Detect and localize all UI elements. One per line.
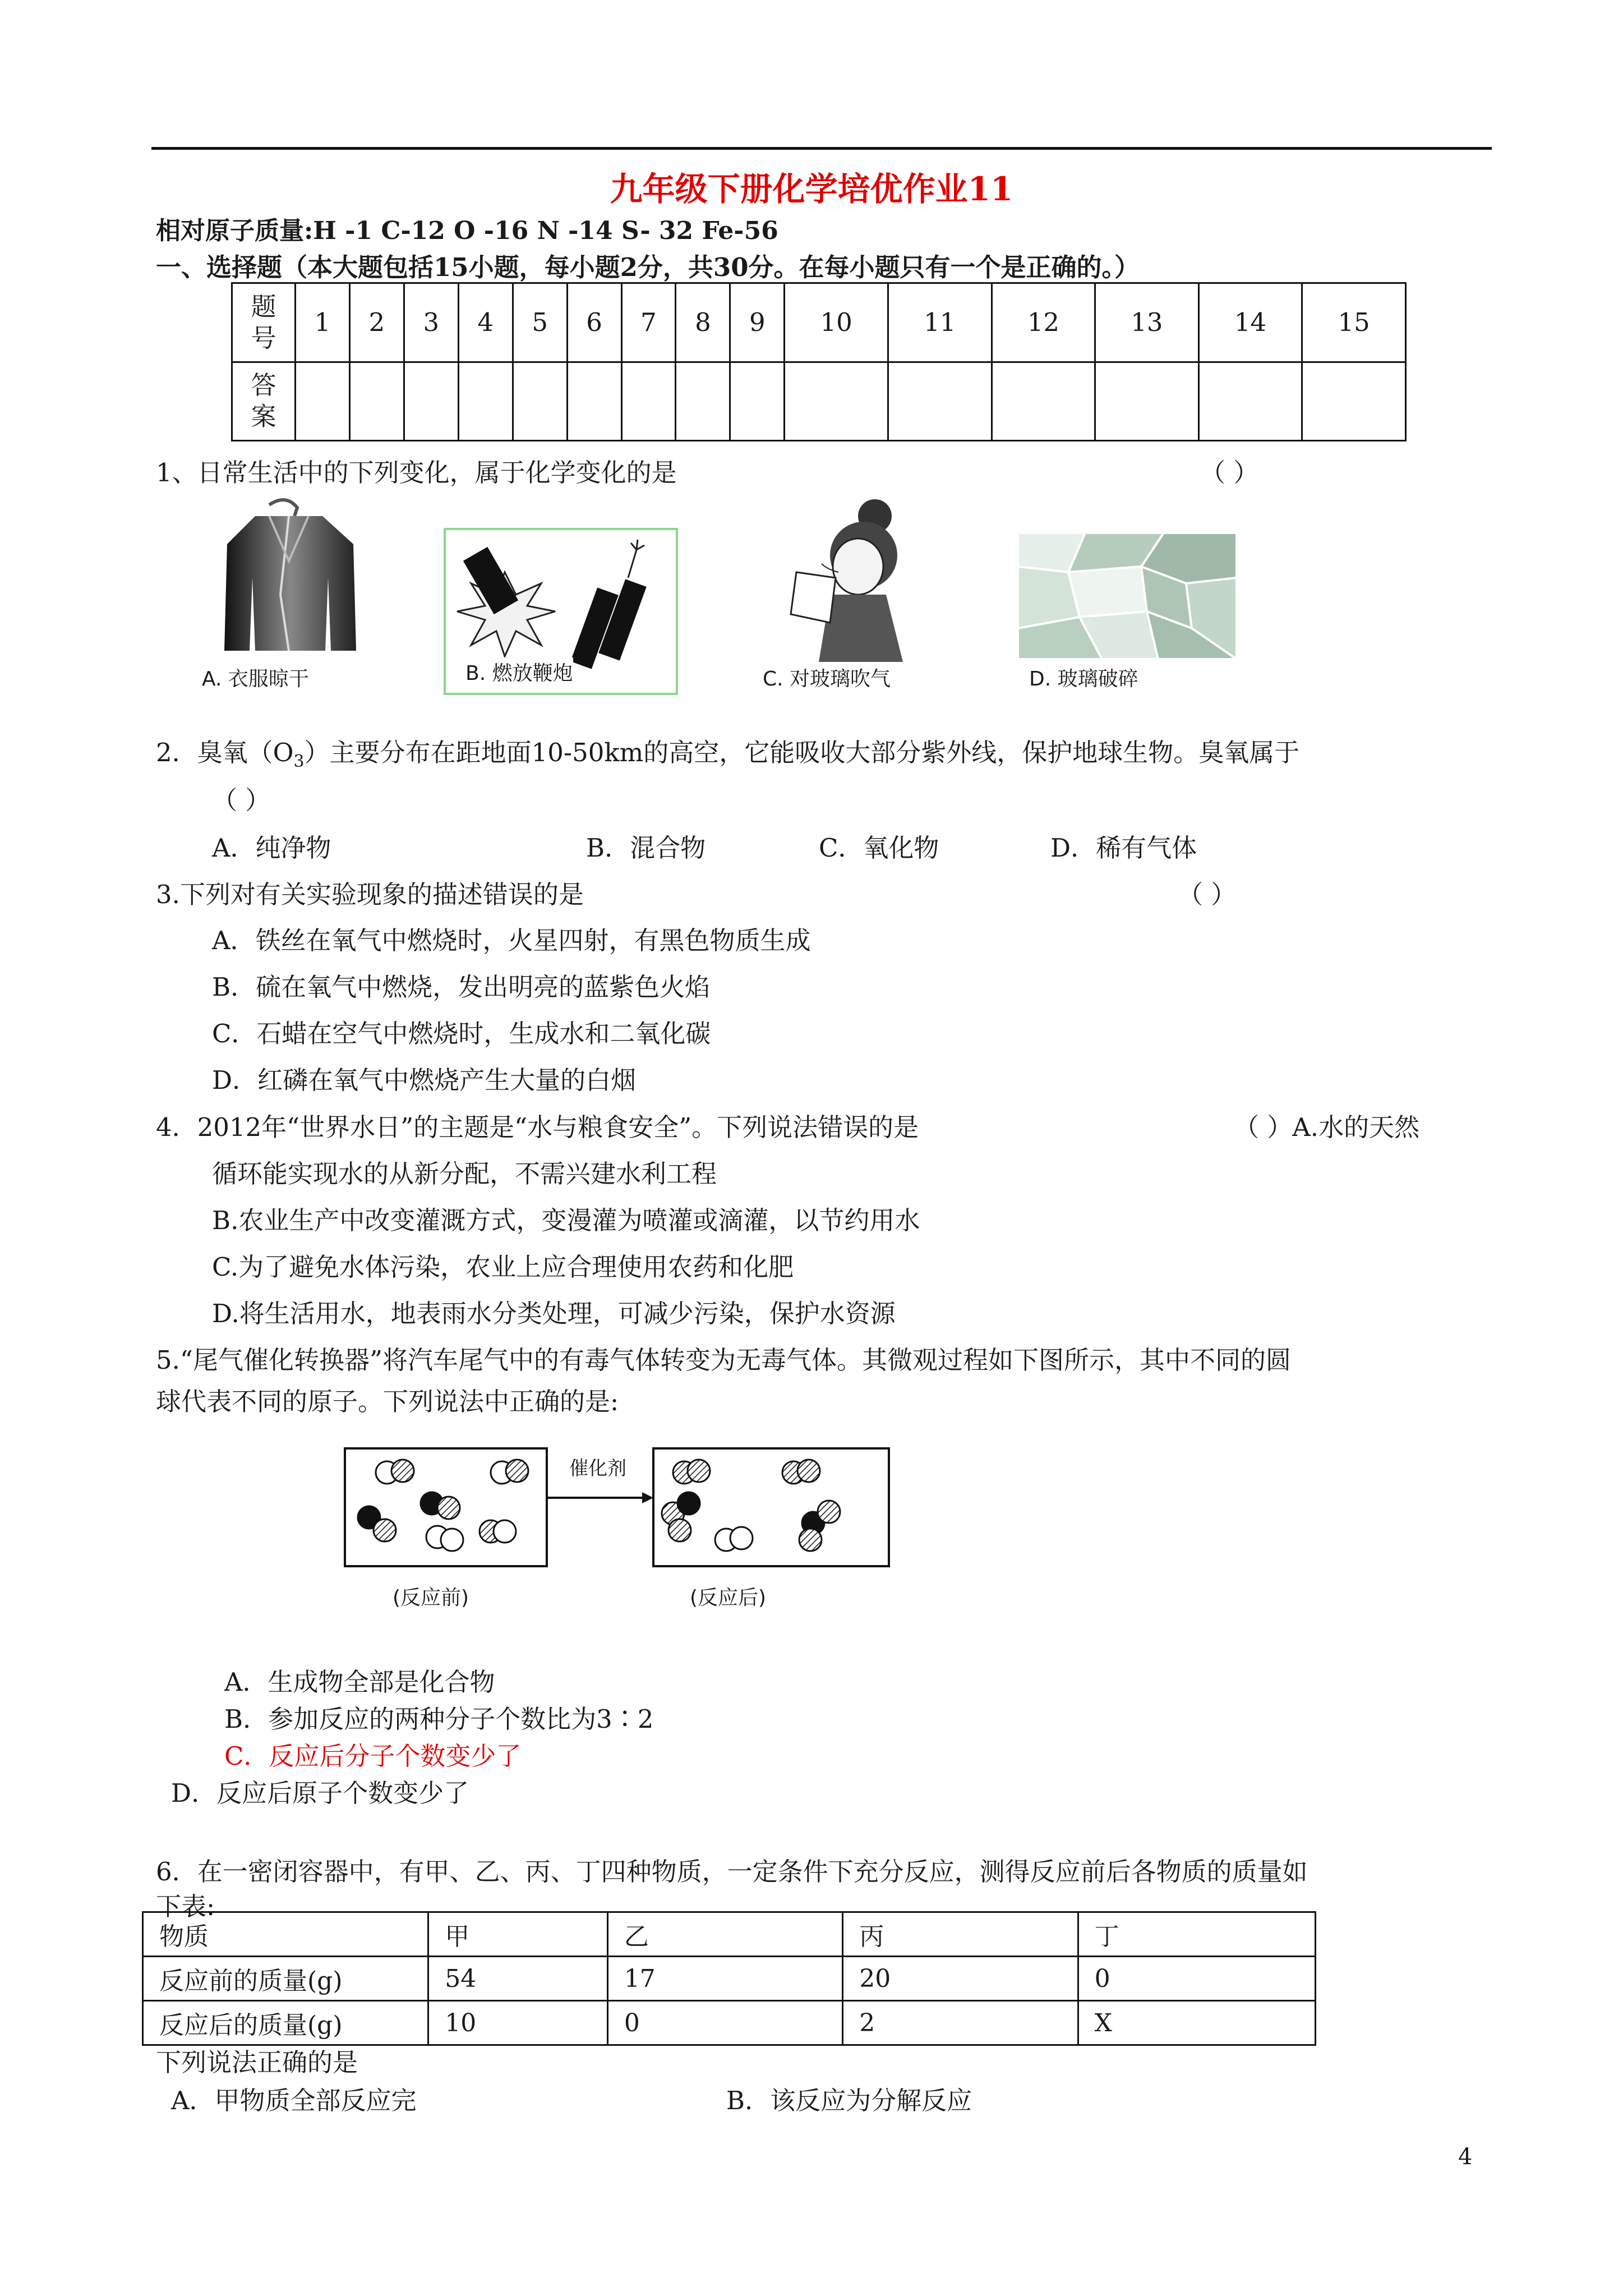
q5-option-a: A．生成物全部是化合物	[224, 1667, 495, 1697]
table-cell: X	[1078, 2001, 1315, 2045]
table-cell: 10	[428, 2001, 608, 2045]
answer-cell[interactable]	[785, 362, 888, 441]
answer-cell[interactable]	[513, 362, 567, 441]
broken-glass-icon	[1018, 533, 1237, 659]
question-number: 9	[730, 283, 785, 362]
q1-caption-b: B. 燃放鞭炮	[465, 657, 573, 686]
page-number: 4	[1458, 2144, 1473, 2170]
table-cell: 0	[607, 2001, 842, 2045]
q4-stem: 4．2012年“世界水日”的主题是“水与粮食安全”。下列说法错误的是	[156, 1112, 919, 1142]
q4-answer-paren: （ ）A.水的天然	[1234, 1112, 1420, 1142]
question-number: 1	[296, 283, 350, 362]
answer-cell[interactable]	[296, 362, 350, 441]
q6-mass-table	[142, 1911, 1316, 2046]
q2-option-c: C．氧化物	[819, 833, 939, 863]
answer-cell[interactable]	[1095, 362, 1199, 441]
label-char: 案	[251, 402, 276, 432]
label-char: 号	[251, 323, 276, 353]
answer-table-row-label	[232, 283, 296, 362]
table-cell: 54	[428, 1957, 608, 2001]
question-number: 11	[888, 283, 992, 362]
q2-option-a: A．纯净物	[212, 833, 331, 863]
q3-option-d: D．红磷在氧气中燃烧产生大量的白烟	[212, 1065, 637, 1095]
table-header-cell: 物质	[143, 1912, 428, 1957]
q3-option-b: B．硫在氧气中燃烧，发出明亮的蓝紫色火焰	[212, 972, 711, 1002]
answer-cell[interactable]	[349, 362, 404, 441]
answer-table	[231, 282, 1407, 441]
table-header-cell: 甲	[428, 1912, 608, 1957]
q4-option-a-cont: 循环能实现水的从新分配，不需兴建水利工程	[212, 1159, 717, 1189]
q5-before-label: (反应前)	[393, 1586, 469, 1609]
question-number: 4	[458, 283, 513, 362]
answer-table-answer-row	[232, 362, 1406, 441]
table-cell: 17	[607, 1957, 842, 2001]
question-number: 5	[513, 283, 567, 362]
table-header-cell: 丁	[1078, 1912, 1315, 1957]
q1-caption-d: D. 玻璃破碎	[1029, 668, 1138, 691]
q5-stem-line2: 球代表不同的原子。下列说法中正确的是:	[156, 1387, 619, 1416]
question-number: 10	[785, 283, 888, 362]
table-cell: 2	[843, 2001, 1078, 2045]
q1-answer-paren: （ ）	[1200, 458, 1259, 487]
table-cell: 20	[843, 1957, 1078, 2001]
question-number: 8	[676, 283, 730, 362]
q1-picture-c	[763, 494, 942, 696]
question-number: 12	[992, 283, 1095, 362]
q1-stem: 1、日常生活中的下列变化，属于化学变化的是	[156, 458, 677, 487]
q2-stem-part: ）主要分布在距地面10-50km的高空，它能吸收大部分紫外线，保护地球生物。臭氧属于	[304, 738, 1300, 767]
question-number: 13	[1095, 283, 1199, 362]
q2-stem-part: 2．臭氧（O	[156, 738, 294, 767]
question-number: 2	[349, 283, 404, 362]
section-one-heading: 一、选择题（本大题包括15小题，每小题2分，共30分。在每小题只有一个是正确的。）	[156, 252, 1140, 282]
label-char: 答	[251, 370, 276, 401]
q1-caption-a: A. 衣服晾干	[202, 668, 309, 691]
q2-stem	[156, 732, 1299, 771]
q5-reaction-diagram	[336, 1442, 903, 1621]
header-rule	[151, 147, 1492, 150]
question-number: 7	[621, 283, 676, 362]
label-char: 题	[251, 291, 276, 321]
q6-option-b: B．该反应为分解反应	[726, 2086, 972, 2115]
answer-cell[interactable]	[1198, 362, 1302, 441]
q2-option-b: B．混合物	[586, 833, 706, 863]
table-row	[143, 2001, 1316, 2045]
answer-cell[interactable]	[621, 362, 676, 441]
answer-table-row-label	[232, 362, 296, 441]
q2-option-d: D．稀有气体	[1050, 833, 1197, 863]
answer-cell[interactable]	[567, 362, 621, 441]
girl-blowing-glass-icon	[763, 494, 942, 662]
table-cell: 0	[1078, 1957, 1315, 2001]
q5-stem-line1: 5.“尾气催化转换器”将汽车尾气中的有毒气体转变为无毒气体。其微观过程如下图所示，其中不同的圆	[156, 1345, 1291, 1375]
table-header-row	[143, 1912, 1316, 1957]
answer-cell[interactable]	[458, 362, 513, 441]
q3-option-a: A．铁丝在氧气中燃烧时，火星四射，有黑色物质生成	[212, 926, 811, 955]
q5-catalyst-label: 催化剂	[569, 1457, 626, 1480]
question-number: 14	[1198, 283, 1302, 362]
q1-picture-b	[443, 527, 679, 696]
question-number: 6	[567, 283, 621, 362]
table-header-cell: 丙	[843, 1912, 1078, 1957]
q5-option-b: B．参加反应的两种分子个数比为3∶2	[224, 1704, 654, 1734]
q6-prompt: 下列说法正确的是	[156, 2047, 358, 2077]
answer-cell[interactable]	[676, 362, 730, 441]
answer-table-number-row	[232, 283, 1406, 362]
q5-option-d: D．反应后原子个数变少了	[171, 1778, 469, 1808]
q3-option-c: C．石蜡在空气中燃烧时，生成水和二氧化碳	[212, 1019, 711, 1048]
page-title: 九年级下册化学培优作业11	[610, 170, 1013, 208]
atomic-mass-line: 相对原子质量:H -1 C-12 O -16 N -14 S- 32 Fe-56	[156, 217, 778, 245]
answer-cell[interactable]	[730, 362, 785, 441]
table-cell: 反应前的质量(g)	[143, 1957, 428, 2001]
drying-clothes-icon	[202, 494, 376, 662]
answer-cell[interactable]	[992, 362, 1095, 441]
q5-option-c: C．反应后分子个数变少了	[224, 1741, 522, 1771]
q2-answer-paren: （ ）	[212, 785, 271, 815]
q2-subscript: 3	[293, 752, 305, 771]
answer-cell[interactable]	[888, 362, 992, 441]
q1-caption-c: C. 对玻璃吹气	[763, 668, 891, 691]
q3-stem: 3.下列对有关实验现象的描述错误的是	[156, 880, 584, 909]
q4-option-c: C.为了避免水体污染，农业上应合理使用农药和化肥	[212, 1252, 794, 1282]
table-cell: 反应后的质量(g)	[143, 2001, 428, 2045]
table-row	[143, 1957, 1316, 2001]
q6-stem-line1: 6．在一密闭容器中，有甲、乙、丙、丁四种物质，一定条件下充分反应，测得反应前后各物质的质量如	[156, 1857, 1308, 1887]
q4-option-b: B.农业生产中改变灌溉方式，变漫灌为喷灌或滴灌，以节约用水	[212, 1205, 920, 1235]
q1-picture-a	[202, 494, 376, 696]
answer-cell[interactable]	[404, 362, 458, 441]
q6-option-a: A．甲物质全部反应完	[171, 2086, 417, 2115]
q5-after-label: (反应后)	[690, 1586, 767, 1609]
q1-picture-d	[1018, 533, 1237, 696]
question-number: 3	[404, 283, 458, 362]
q4-option-d: D.将生活用水，地表雨水分类处理，可减少污染，保护水资源	[212, 1299, 896, 1328]
table-header-cell: 乙	[607, 1912, 842, 1957]
q3-answer-paren: （ ）	[1178, 880, 1237, 909]
q6-stem-line2: 下表:	[156, 1892, 215, 1921]
question-number: 15	[1302, 283, 1406, 362]
answer-cell[interactable]	[1302, 362, 1406, 441]
